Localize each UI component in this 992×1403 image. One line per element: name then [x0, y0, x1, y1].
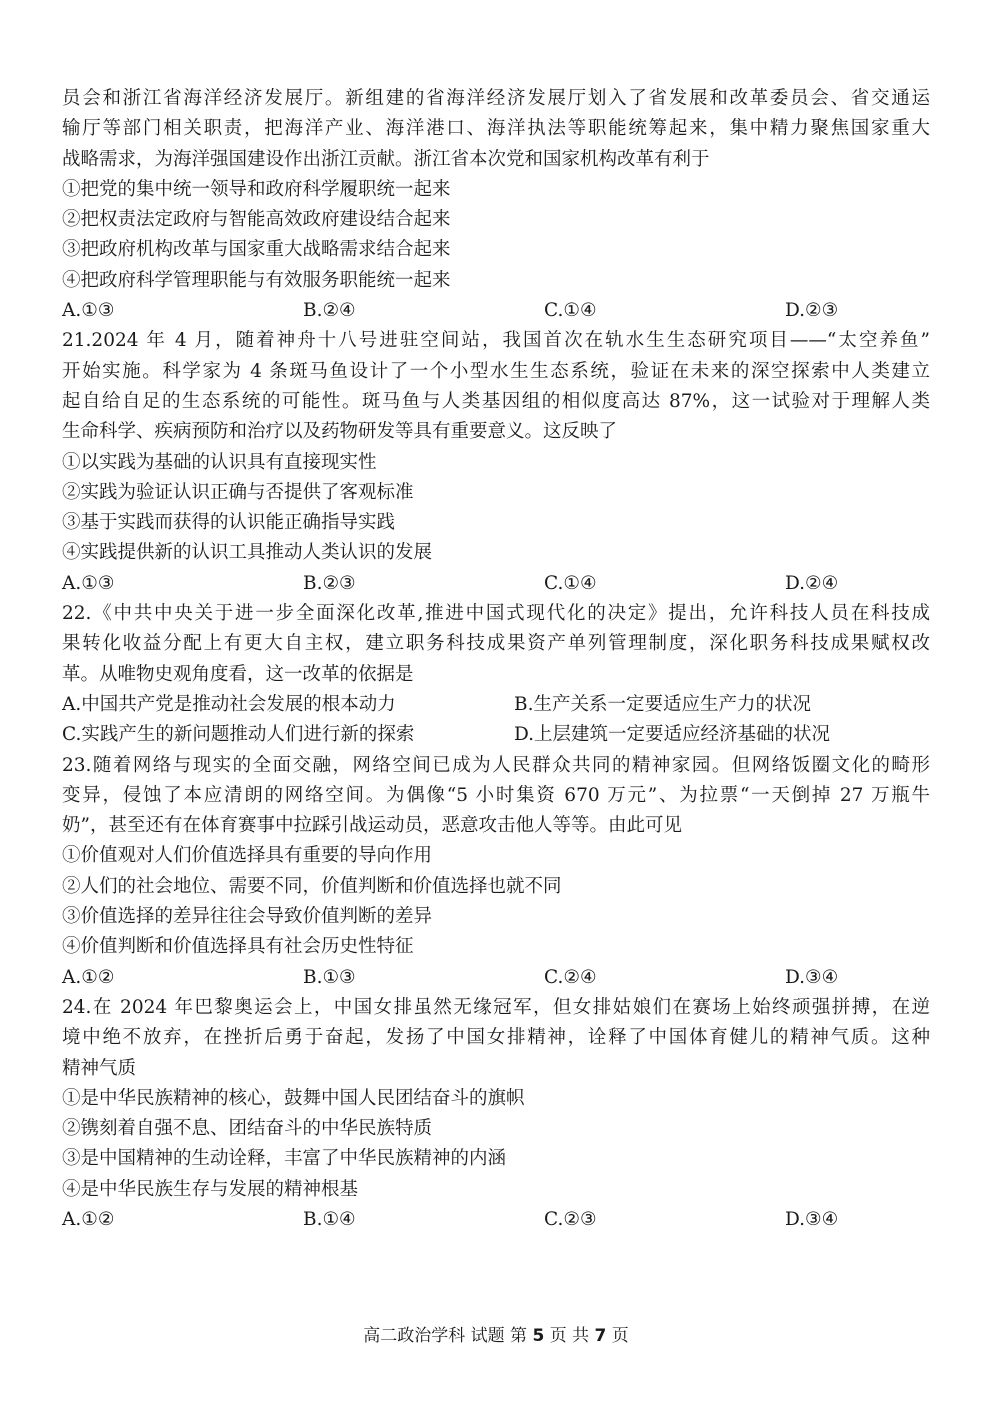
question-stem-line: 革。从唯物史观角度看，这一改革的依据是 — [62, 663, 414, 685]
option-c: C.②④ — [544, 966, 597, 988]
option-d: D.③④ — [785, 1208, 839, 1230]
option-a: A.①③ — [62, 300, 115, 322]
question-stem-line: 变异，侵蚀了本应清朗的网络空间。为偶像“5 小时集资 670 万元”、为拉票“一天倒掉 27 万瓶牛 — [62, 784, 930, 806]
statement-item: ①把党的集中统一领导和政府科学履职统一起来 — [62, 178, 451, 200]
question-stem-line: 23.随着网络与现实的全面交融，网络空间已成为人民群众共同的精神家园。但网络饭圈文化的畸形 — [62, 754, 930, 776]
question-22 — [62, 599, 930, 750]
option-c: C.①④ — [544, 572, 597, 594]
option-a: A.①③ — [62, 572, 115, 594]
question-23 — [62, 751, 930, 993]
question-stem-line: 精神气质 — [62, 1057, 137, 1079]
option-b: B.①③ — [303, 966, 356, 988]
answer-options — [62, 296, 930, 326]
option-c: C.②③ — [544, 1208, 597, 1230]
option-d: D.②③ — [785, 300, 839, 322]
question-24 — [62, 993, 930, 1235]
answer-options — [62, 1205, 930, 1235]
option-c: C.①④ — [544, 300, 597, 322]
answer-options — [62, 963, 930, 993]
question-stem-line: 输厅等部门相关职责，把海洋产业、海洋港口、海洋执法等职能统筹起来，集中精力聚焦国家重大 — [62, 118, 930, 140]
footer-middle: 页 共 — [544, 1326, 595, 1346]
option-a: A.①② — [62, 1208, 115, 1230]
statement-item: ③把政府机构改革与国家重大战略需求结合起来 — [62, 239, 451, 261]
question-stem-line: 奶”，甚至还有在体育赛事中拉踩引战运动员，恶意攻击他人等等。由此可见 — [62, 815, 682, 837]
footer-page-number: 5 — [532, 1326, 545, 1346]
statement-item: ③基于实践而获得的认识能正确指导实践 — [62, 512, 396, 534]
question-stem-line: 战略需求，为海洋强国建设作出浙江贡献。浙江省本次党和国家机构改革有利于 — [62, 148, 710, 170]
statement-item: ①以实践为基础的认识具有直接现实性 — [62, 451, 377, 473]
question-stem-line: 境中绝不放弃，在挫折后勇于奋起，发扬了中国女排精神，诠释了中国体育健儿的精神气质。这种 — [62, 1027, 930, 1049]
option-b: B.②③ — [303, 572, 356, 594]
question-21 — [62, 326, 930, 599]
statement-item: ③是中国精神的生动诠释，丰富了中华民族精神的内涵 — [62, 1148, 507, 1170]
statement-item: ④实践提供新的认识工具推动人类认识的发展 — [62, 542, 433, 564]
statement-item: ④把政府科学管理职能与有效服务职能统一起来 — [62, 269, 451, 291]
question-stem-line: 22.《中共中央关于进一步全面深化改革,推进中国式现代化的决定》提出，允许科技人员在科技成 — [62, 603, 930, 625]
question-stem-line: 果转化收益分配上有更大自主权，建立职务科技成果资产单列管理制度，深化职务科技成果赋权改 — [62, 633, 930, 655]
option-b: B.①④ — [303, 1208, 356, 1230]
page-footer — [0, 1324, 992, 1348]
option-b: B.生产关系一定要适应生产力的状况 — [514, 693, 811, 715]
option-d: D.上层建筑一定要适应经济基础的状况 — [514, 724, 831, 746]
question-stem-line: 21.2024 年 4 月，随着神舟十八号进驻空间站，我国首次在轨水生生态研究项目——“太空养鱼” — [62, 330, 930, 352]
question-20-continuation — [62, 84, 930, 326]
option-c: C.实践产生的新问题推动人们进行新的探索 — [62, 724, 415, 746]
question-stem-line: 开始实施。科学家为 4 条斑马鱼设计了一个小型水生生态系统，验证在未来的深空探索中人类建立 — [62, 360, 930, 382]
option-a: A.中国共产党是推动社会发展的根本动力 — [62, 693, 396, 715]
option-d: D.③④ — [785, 966, 839, 988]
footer-total-pages: 7 — [594, 1326, 607, 1346]
statement-item: ④价值判断和价值选择具有社会历史性特征 — [62, 936, 414, 958]
answer-options-row-2 — [62, 720, 930, 750]
exam-page — [62, 84, 930, 1235]
statement-item: ②实践为验证认识正确与否提供了客观标准 — [62, 481, 414, 503]
footer-prefix: 高二政治学科 试题 第 — [363, 1326, 533, 1346]
footer-suffix: 页 — [606, 1326, 629, 1346]
question-stem-line: 起自给自足的生态系统的可能性。斑马鱼与人类基因组的相似度高达 87%，这一试验对于理解人类 — [62, 390, 930, 412]
question-stem-line: 员会和浙江省海洋经济发展厅。新组建的省海洋经济发展厅划入了省发展和改革委员会、省交通运 — [62, 88, 930, 109]
statement-item: ②把权责法定政府与智能高效政府建设结合起来 — [62, 209, 451, 231]
option-d: D.②④ — [785, 572, 839, 594]
statement-item: ③价值选择的差异往往会导致价值判断的差异 — [62, 906, 433, 928]
question-stem-line: 24.在 2024 年巴黎奥运会上，中国女排虽然无缘冠军，但女排姑娘们在赛场上始终顽强拼搏，在逆 — [62, 996, 930, 1018]
answer-options-row-1 — [62, 690, 930, 720]
statement-item: ①是中华民族精神的核心，鼓舞中国人民团结奋斗的旗帜 — [62, 1087, 525, 1109]
option-b: B.②④ — [303, 300, 356, 322]
question-stem-line: 生命科学、疾病预防和治疗以及药物研发等具有重要意义。这反映了 — [62, 421, 618, 443]
statement-item: ②人们的社会地位、需要不同，价值判断和价值选择也就不同 — [62, 875, 562, 897]
option-a: A.①② — [62, 966, 115, 988]
answer-options — [62, 569, 930, 599]
statement-item: ④是中华民族生存与发展的精神根基 — [62, 1178, 359, 1200]
statement-item: ②镌刻着自强不息、团结奋斗的中华民族特质 — [62, 1118, 433, 1140]
statement-item: ①价值观对人们价值选择具有重要的导向作用 — [62, 845, 433, 867]
